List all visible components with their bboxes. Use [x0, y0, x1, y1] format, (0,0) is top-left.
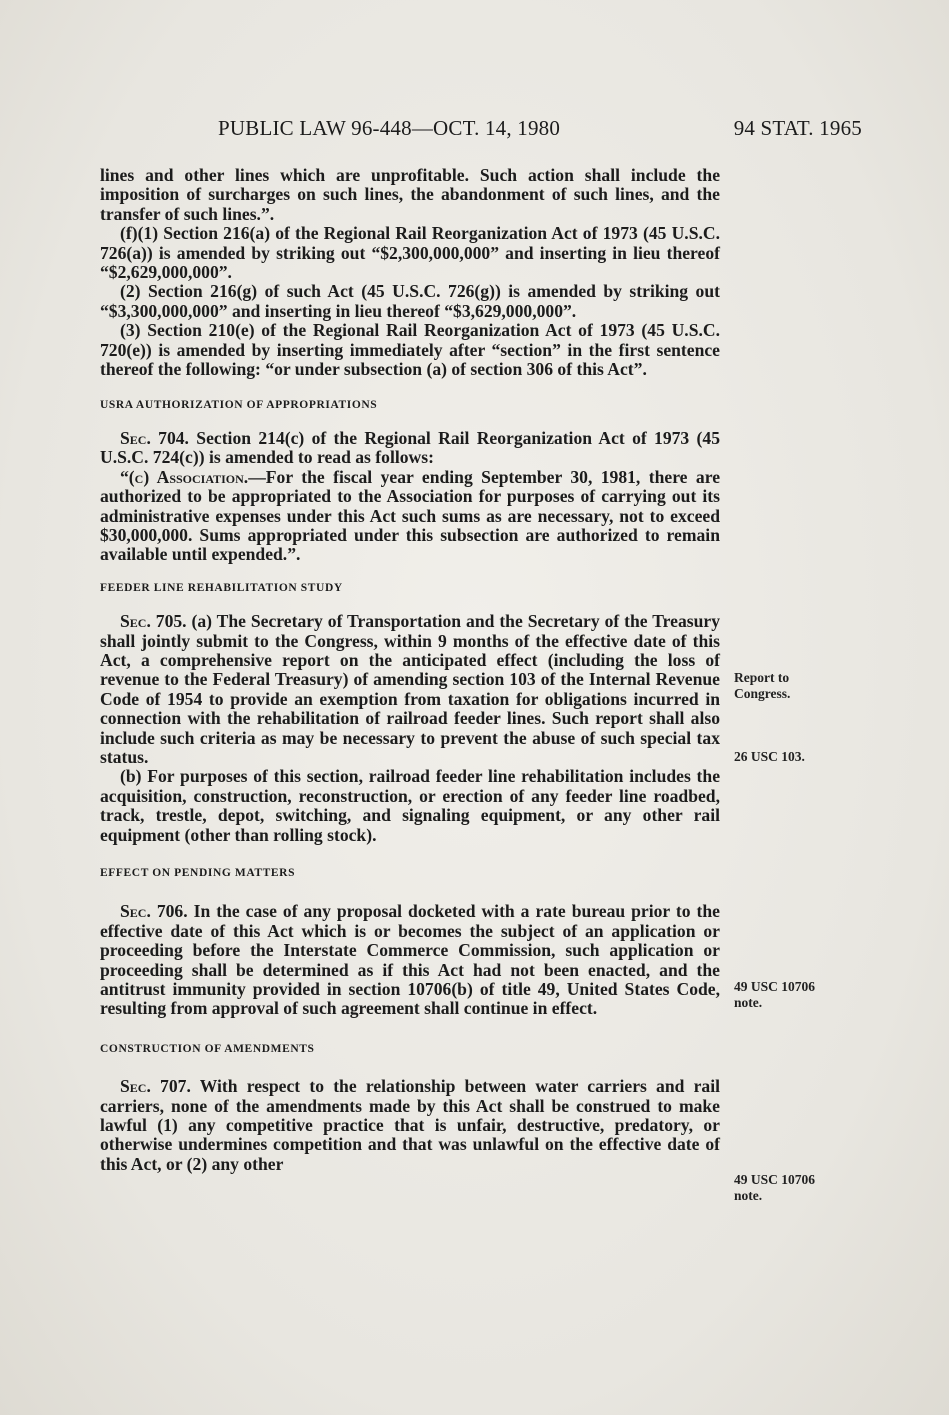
section-704-c-text: —For the fiscal year ending September 30, 1981, there are authorized to be appropriated to the Association for purposes of carrying out its administrative expenses under this Act such sums as are necessary, not to exceed $30,000,000. Sums appropriated under this subsection are authorized to remain available until expended.”.	[100, 466, 720, 565]
margin-note-26usc: 26 USC 103.	[734, 749, 805, 764]
margin-note-report-line2: Congress.	[734, 686, 791, 701]
section-704-c	[100, 468, 720, 565]
section-704-text: Section 214(c) of the Regional Rail Reorganization Act of 1973 (45 U.S.C. 724(c)) is amended to read as follows:	[100, 427, 720, 468]
statute-page-number: 94 STAT. 1965	[733, 116, 862, 140]
paragraph-f2: (2) Section 216(g) of such Act (45 U.S.C. 726(g)) is amended by striking out “$3,300,000,000” and inserting in lieu thereof “$3,629,000,000”.	[100, 281, 720, 321]
section-705-a	[100, 612, 720, 767]
margin-note-49usc-706-line1: 49 USC 10706	[734, 979, 816, 994]
margin-note-report	[734, 670, 844, 702]
section-705-a-text: (a) The Secretary of Transportation and the Secretary of the Treasury shall jointly submit to the Congress, within 9 months of the effective date of this Act, a comprehensive report on the anticipated effect (including the loss of revenue to the Federal Treasury) of amending section 103 of the Internal Revenue Code of 1954 to provide an exemption from taxation for obligations incurred in connection with the rehabilitation of railroad feeder lines. Such report shall also include such criteria as may be necessary to prevent the abuse of such special tax status.	[100, 611, 720, 767]
paragraph-f3: (3) Section 210(e) of the Regional Rail Reorganization Act of 1973 (45 U.S.C. 720(e)) is amended by inserting immediately after “section” in the first sentence thereof the following: “or under subsection (a) of section 306 of this Act”.	[100, 320, 720, 380]
section-705-label: Sec. 705.	[120, 611, 187, 632]
margin-note-49usc-707	[734, 1172, 844, 1204]
section-707	[100, 1077, 720, 1174]
section-heading-construction: CONSTRUCTION OF AMENDMENTS	[100, 1042, 315, 1055]
paragraph-f1: (f)(1) Section 216(a) of the Regional Rail Reorganization Act of 1973 (45 U.S.C. 726(a)) is amended by striking out “$2,300,000,000” and inserting in lieu thereof “$2,629,000,000”.	[100, 223, 720, 283]
section-706-label: Sec. 706.	[120, 901, 188, 922]
section-707-text: With respect to the relationship between water carriers and rail carriers, none of the amendments made by this Act shall be construed to make lawful (1) any competitive practice that is unfair, destructive, predatory, or otherwise undermines competition and that was unlawful on the effective date of this Act, or (2) any other	[100, 1076, 720, 1174]
margin-note-49usc-706-line2: note.	[734, 995, 763, 1010]
section-706	[100, 902, 720, 1018]
margin-note-49usc-707-line1: 49 USC 10706	[734, 1172, 816, 1187]
section-706-text: In the case of any proposal docketed with a rate bureau prior to the effective date of this Act which is or becomes the subject of an application or proceeding before the Interstate Commerce Commission, such application or proceeding shall be determined as if this Act had not been enacted, and the antitrust immunity provided in section 10706(b) of title 49, United States Code, resulting from approval of such agreement shall continue in effect.	[100, 901, 720, 1019]
section-707-label: Sec. 707.	[120, 1076, 191, 1097]
paragraph-continuation: lines and other lines which are unprofitable. Such action shall include the imposition of surcharges on such lines, the abandonment of such lines, and the transfer of such lines.”.	[100, 165, 720, 224]
body-text	[100, 166, 720, 1174]
section-heading-feeder: FEEDER LINE REHABILITATION STUDY	[100, 581, 343, 594]
page-header	[100, 116, 862, 146]
section-heading-usra: USRA AUTHORIZATION OF APPROPRIATIONS	[100, 399, 378, 412]
section-704-c-label: “(c) Association.	[120, 466, 249, 487]
section-704	[100, 429, 720, 468]
margin-note-49usc-707-line2: note.	[734, 1188, 763, 1203]
margin-note-49usc-706	[734, 979, 844, 1011]
section-704-label: Sec. 704.	[120, 427, 189, 448]
margin-note-report-line1: Report to	[734, 670, 790, 685]
section-heading-pending: EFFECT ON PENDING MATTERS	[100, 867, 296, 879]
section-705-b: (b) For purposes of this section, railroad feeder line rehabilitation includes the acquisition, construction, reconstruction, or erection of any feeder line roadbed, track, trestle, depot, switching, and signaling equipment, or any other rail equipment (other than rolling stock).	[100, 766, 720, 845]
running-title: PUBLIC LAW 96-448—OCT. 14, 1980	[218, 116, 561, 140]
